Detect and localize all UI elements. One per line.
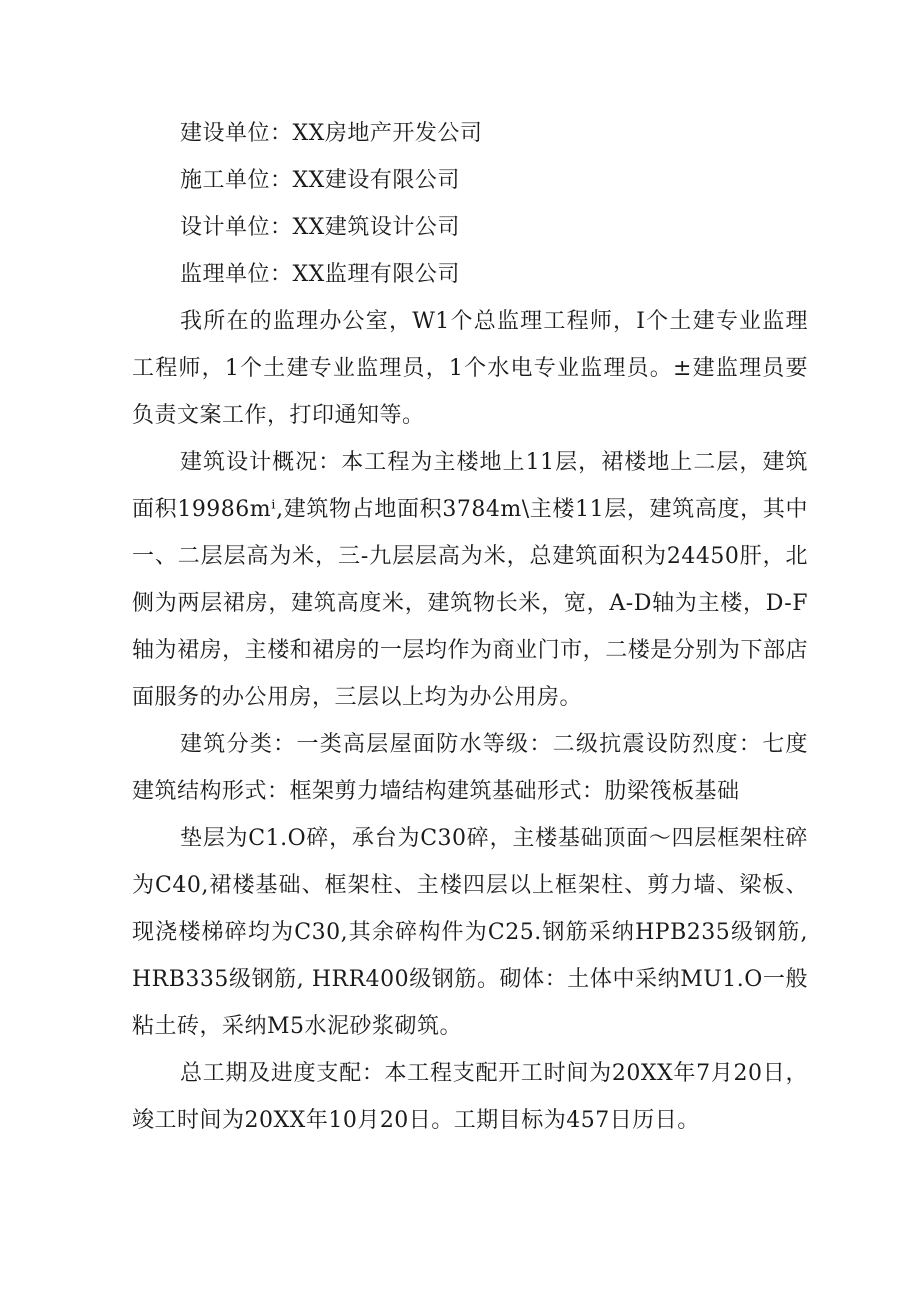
architectural-design-overview-paragraph: 建筑设计概况：本工程为主楼地上11层，裙楼地上二层，建筑面积19986mⁱ,建筑物占地面积3784m\主楼11层，建筑高度，其中一、二层层高为米，三-九层层高为米，总建筑面积为24450肝，北侧为两层裙房，建筑高度米，建筑物长米，宽，A-D轴为主楼，D-F轴为裙房，主楼和裙房的一层均作为商业门市，二楼是分别为下部店面服务的办公用房，三层以上均为办公用房。 xyxy=(132,450,808,710)
contractor-unit-line: 施工单位：XX建设有限公司 xyxy=(180,168,460,193)
supervision-office-paragraph: 我所在的监理办公室，W1个总监理工程师，I个土建专业监理工程师，1个土建专业监理员，1个水电专业监理员。±建监理员要负责文案工作，打印通知等。 xyxy=(132,309,808,428)
document-body xyxy=(132,110,808,1144)
schedule-paragraph: 总工期及进度支配：本工程支配开工时间为20XX年7月20日，竣工时间为20XX年10月20日。工期目标为457日历日。 xyxy=(132,1061,808,1133)
building-classification-paragraph: 建筑分类：一类高层屋面防水等级：二级抗震设防烈度：七度建筑结构形式：框架剪力墙结构建筑基础形式：肋梁筏板基础 xyxy=(132,732,808,804)
construction-unit-line: 建设单位：XX房地产开发公司 xyxy=(180,121,483,146)
supervision-unit-line: 监理单位：XX监理有限公司 xyxy=(180,262,460,287)
design-unit-line: 设计单位：XX建筑设计公司 xyxy=(180,215,460,240)
materials-paragraph: 垫层为C1.O碎，承台为C30碎，主楼基础顶面～四层框架柱碎为C40,裙楼基础、框架柱、主楼四层以上框架柱、剪力墙、梁板、现浇楼梯碎均为C30,其余碎构件为C25.钢筋采纳HPB235级钢筋, HRB335级钢筋, HRR400级钢筋。砌体：土体中采纳MU1.O一般粘土砖，采纳M5水泥砂浆砌筑。 xyxy=(132,826,808,1039)
